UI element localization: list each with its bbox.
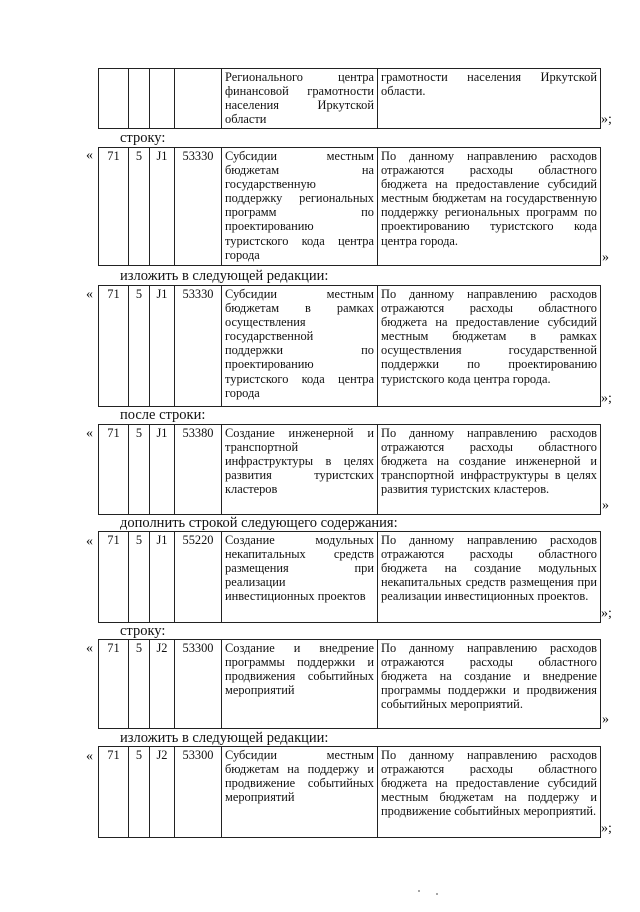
row-name: Создание модульных некапитальных средств размещения при реализации инвестиционных проектов — [222, 532, 378, 623]
section-phrase: изложить в следующей редакции: — [120, 730, 329, 746]
opening-quote: « — [86, 534, 93, 549]
code-project: J2 — [150, 640, 175, 729]
opening-quote: « — [86, 287, 93, 302]
code-target: 71 — [99, 286, 129, 407]
code-subprogram: 5 — [129, 425, 150, 515]
code-subprogram: 5 — [129, 640, 150, 729]
budget-classification-row — [98, 746, 601, 838]
code-direction: 53300 — [175, 640, 222, 729]
code-project: J2 — [150, 747, 175, 838]
row-name: Субсидии местным бюджетам в рамках осуществления государственной поддержки по проектированию туристского кода центра города — [222, 286, 378, 407]
top-row-name: Регионального центра финансовой грамотности населения Иркутской области — [222, 69, 378, 129]
row-description: По данному направлению расходов отражаются расходы областного бюджета на предоставление субсидий местным бюджетам на поддержу и продвижение событийных мероприятий. — [378, 747, 601, 838]
opening-quote: « — [86, 426, 93, 441]
scan-artifact — [418, 890, 420, 892]
code-target: 71 — [99, 148, 129, 266]
section-phrase: строку: — [120, 130, 166, 146]
code-project: J1 — [150, 532, 175, 623]
section-phrase: изложить в следующей редакции: — [120, 268, 329, 284]
row-name: Субсидии местным бюджетам на государственную поддержку региональных программ по проектированию туристского кода центра города — [222, 148, 378, 266]
code-subprogram: 5 — [129, 532, 150, 623]
top-row-cell-3 — [150, 69, 175, 129]
closing-quote: »; — [601, 391, 612, 406]
code-target: 71 — [99, 640, 129, 729]
top-row-description: грамотности населения Иркутской области. — [378, 69, 601, 129]
closing-quote: » — [602, 498, 609, 513]
code-target: 71 — [99, 532, 129, 623]
code-direction: 53300 — [175, 747, 222, 838]
row-description: По данному направлению расходов отражаются расходы областного бюджета на создание инженерной и транспортной инфраструктуры в целях развития туристских кластеров. — [378, 425, 601, 515]
section-phrase: дополнить строкой следующего содержания: — [120, 515, 398, 531]
closing-quote: »; — [601, 112, 612, 127]
row-description: По данному направлению расходов отражаются расходы областного бюджета на предоставление субсидий местным бюджетам в рамках осуществления государственной поддержки по проектированию туристского кода центра города. — [378, 286, 601, 407]
budget-classification-row — [98, 147, 601, 266]
budget-classification-row — [98, 531, 601, 623]
row-name: Создание и внедрение программы поддержки и продвижения событийных мероприятий — [222, 640, 378, 729]
row-name: Субсидии местным бюджетам на поддержу и продвижение событийных мероприятий — [222, 747, 378, 838]
budget-classification-row — [98, 639, 601, 729]
opening-quote: « — [86, 148, 93, 163]
code-direction: 53380 — [175, 425, 222, 515]
code-project: J1 — [150, 148, 175, 266]
code-direction: 55220 — [175, 532, 222, 623]
top-row-cell-2 — [129, 69, 150, 129]
code-subprogram: 5 — [129, 747, 150, 838]
code-subprogram: 5 — [129, 286, 150, 407]
budget-classification-row — [98, 285, 601, 407]
code-target: 71 — [99, 747, 129, 838]
code-direction: 53330 — [175, 286, 222, 407]
opening-quote: « — [86, 749, 93, 764]
top-row-cell-1 — [99, 69, 129, 129]
row-description: По данному направлению расходов отражаются расходы областного бюджета на создание и внедрение программы поддержки и продвижения событийных мероприятий. — [378, 640, 601, 729]
row-description: По данному направлению расходов отражаются расходы областного бюджета на предоставление субсидий местным бюджетам на государственную поддержку региональных программ по проектированию туристского кода центра города. — [378, 148, 601, 266]
closing-quote: » — [602, 712, 609, 727]
budget-classification-row — [98, 424, 601, 515]
closing-quote: »; — [601, 606, 612, 621]
closing-quote: » — [602, 250, 609, 265]
code-direction: 53330 — [175, 148, 222, 266]
top-row-cell-4 — [175, 69, 222, 129]
code-subprogram: 5 — [129, 148, 150, 266]
opening-quote: « — [86, 641, 93, 656]
row-name: Создание инженерной и транспортной инфраструктуры в целях развития туристских кластеров — [222, 425, 378, 515]
code-project: J1 — [150, 286, 175, 407]
closing-quote: »; — [601, 821, 612, 836]
code-target: 71 — [99, 425, 129, 515]
scan-artifact — [436, 893, 438, 895]
row-description: По данному направлению расходов отражаются расходы областного бюджета на создание модульных некапитальных средств размещения при реализации инвестиционных проектов. — [378, 532, 601, 623]
top-continuation-row — [98, 68, 601, 129]
section-phrase: после строки: — [120, 407, 206, 423]
code-project: J1 — [150, 425, 175, 515]
section-phrase: строку: — [120, 623, 166, 639]
